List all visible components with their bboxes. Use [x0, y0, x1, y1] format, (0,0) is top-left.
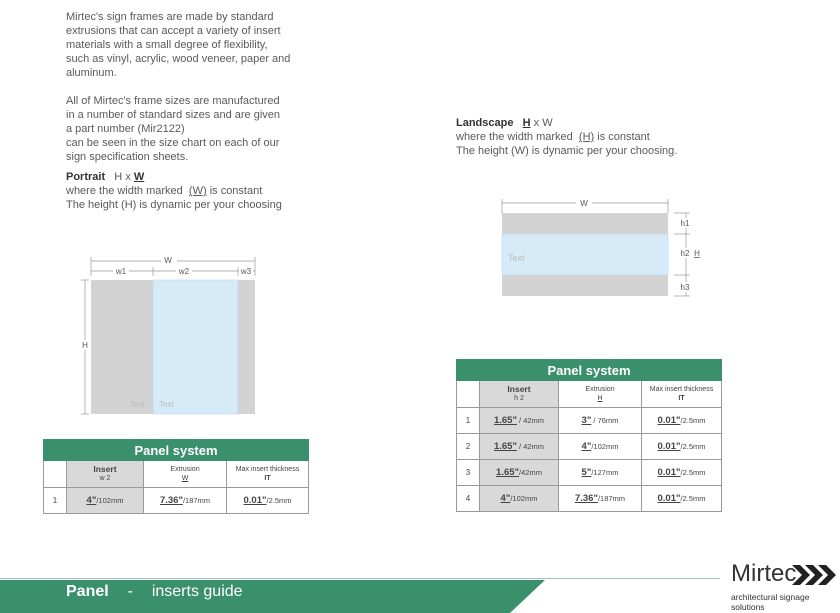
portrait-w-label: W: [164, 256, 172, 265]
portrait-w3-label: w3: [240, 267, 252, 276]
landscape-h1-label: h1: [680, 219, 690, 228]
intro-text: [66, 10, 306, 164]
table-row: 1 4"/102mm 7.36"/187mm 0.01"/2.5mm: [44, 488, 309, 514]
landscape-h-label: H: [694, 249, 700, 258]
intro-line: such as vinyl, acrylic, wood veneer, paper and: [66, 53, 291, 65]
landscape-col-extrusion: Extrusion H: [559, 381, 642, 408]
intro-line: All of Mirtec's frame sizes are manufactured: [66, 95, 280, 107]
portrait-dim-w: W: [133, 171, 145, 183]
table-row: 2 1.65" / 42mm 4"/102mm 0.01"/2.5mm: [457, 434, 722, 460]
landscape-dim-x: x: [533, 117, 540, 129]
landscape-dim-w: W: [542, 117, 553, 129]
portrait-w2-label: w2: [178, 267, 190, 276]
landscape-line2: The height (W) is dynamic per your choosing.: [456, 145, 678, 157]
intro-line: can be seen in the size chart on each of our: [66, 137, 280, 149]
intro-line: sign specification sheets.: [66, 151, 189, 163]
logo-chevrons-icon: [792, 565, 836, 585]
portrait-panel-table: [43, 439, 309, 514]
footer-dash: -: [127, 583, 133, 600]
portrait-line2: The height (H) is dynamic per your choosing: [66, 199, 282, 211]
portrait-h-label: H: [82, 341, 88, 350]
landscape-description: [456, 116, 716, 158]
portrait-w1-label: w1: [115, 267, 127, 276]
portrait-diagram: [75, 252, 265, 418]
portrait-col-insert: Insert w 2: [67, 461, 144, 488]
portrait-line1-key: (W): [188, 185, 207, 197]
intro-line: a part number (Mir2122): [66, 123, 185, 135]
footer-title: [66, 583, 243, 601]
portrait-dim-x: x: [125, 171, 131, 183]
landscape-label: Landscape: [456, 117, 514, 129]
logo-word: Mirtec: [731, 560, 797, 587]
intro-line: materials with a small degree of flexibility,: [66, 39, 268, 51]
intro-line: in a number of standard sizes and are given: [66, 109, 281, 121]
portrait-col-extrusion: Extrusion W: [144, 461, 227, 488]
intro-line: Mirtec's sign frames are made by standard: [66, 11, 274, 23]
portrait-dim-h: H: [114, 171, 123, 183]
landscape-col-insert: Insert h 2: [480, 381, 559, 408]
portrait-text-right: Text: [159, 400, 174, 409]
landscape-line1-post: is constant: [597, 131, 650, 143]
landscape-h2-label: h2: [680, 249, 690, 258]
landscape-w-label: W: [580, 199, 588, 208]
landscape-dim-h: H: [522, 117, 531, 129]
landscape-line1-pre: where the width marked: [456, 131, 573, 143]
portrait-description: [66, 170, 306, 212]
table-row: 3 1.65"/42mm 5"/127mm 0.01"/2.5mm: [457, 460, 722, 486]
landscape-text: Text: [508, 253, 525, 263]
portrait-col-max: Max insert thickness IT: [227, 461, 309, 488]
portrait-line1-pre: where the width marked: [66, 185, 183, 197]
footer-title-main: Panel: [66, 583, 109, 600]
portrait-line1-post: is constant: [209, 185, 263, 197]
landscape-panel-table: [456, 359, 722, 512]
intro-line: aluminum.: [66, 67, 117, 79]
landscape-table-title: Panel system: [457, 360, 722, 381]
footer-subtitle: inserts guide: [151, 583, 243, 600]
landscape-h3-label: h3: [680, 283, 690, 292]
intro-line: extrusions that can accept a variety of insert: [66, 25, 281, 37]
portrait-table-title: Panel system: [44, 440, 309, 461]
portrait-label: Portrait: [66, 171, 106, 183]
table-row: 4 4"/102mm 7.36"/187mm 0.01"/2.5mm: [457, 486, 722, 512]
landscape-diagram: [496, 196, 706, 300]
landscape-col-max: Max insert thickness IT: [642, 381, 722, 408]
logo-tagline: architectural signage solutions: [731, 592, 810, 612]
table-row: 1 1.65" / 42mm 3" / 76mm 0.01"/2.5mm: [457, 408, 722, 434]
landscape-line1-key: (H): [578, 131, 595, 143]
portrait-text-left: Text: [130, 400, 145, 409]
